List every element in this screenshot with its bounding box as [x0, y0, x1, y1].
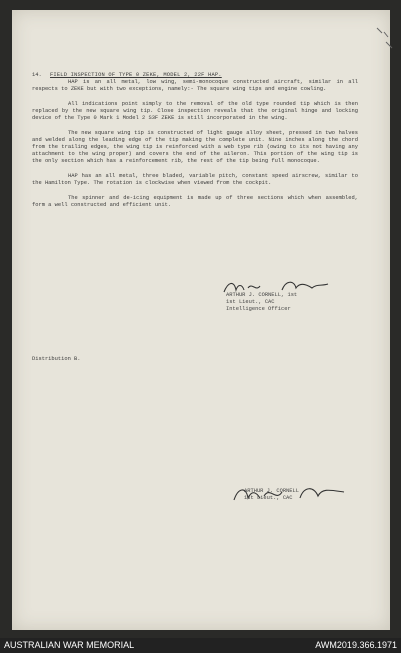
paragraph-1: HAP is an all metal, low wing, semi-monocoque constructed aircraft, similar in all respects to ZEKE but with two exceptions, namely:- The square wing tips and engine cowling.: [32, 79, 358, 92]
footer-bar: [0, 638, 401, 653]
paragraph-2: All indications point simply to the removal of the old type rounded tip which is then replaced by the new square wing tip. Close inspection reveals that the original hinge and locking device of the Type 0 Mark 1 Model 2 S3F ZEKE is still incorporated in the wing.: [32, 101, 358, 121]
signature-name: ARTHUR J. CORNELL, 1st: [226, 292, 298, 298]
second-signature-block: [244, 488, 299, 502]
footer-accession: AWM2019.366.1971: [315, 640, 397, 650]
paragraph-5: The spinner and de-icing equipment is made up of three sections which when assembled, form a well constructed and efficient unit.: [32, 195, 358, 208]
document-body: [32, 72, 358, 217]
footer-institution: AUSTRALIAN WAR MEMORIAL: [4, 640, 135, 650]
pencil-mark-icon: [374, 24, 396, 54]
signature-block: [226, 288, 366, 326]
section-heading: [32, 72, 358, 79]
distribution-note: Distribution B.: [32, 356, 81, 362]
second-signature-name: ARTHUR J. CORNELL: [244, 488, 299, 494]
signature-role: Intelligence Officer: [226, 306, 291, 312]
second-signature-rank: 1st Lieut., CAC: [244, 495, 293, 501]
paragraph-4: HAP has an all metal, three bladed, variable pitch, constant speed airscrew, similar to the Hamilton Type. The rotation is clockwise when viewed from the cockpit.: [32, 173, 358, 186]
section-title: FIELD INSPECTION OF TYPE 0 ZEKE, MODEL 2, 22F HAP.: [50, 72, 222, 78]
signature-rank: 1st Lieut., CAC: [226, 299, 275, 305]
section-number: 14.: [32, 72, 42, 78]
paragraph-3: The new square wing tip is constructed of light gauge alloy sheet, pressed in two halves and welded along the leading edge of the tip making the complete unit. Nine inches along the chord from the trailing edges, the wing tip is reinforced with a web type rib (owing to its not having any attachment to the wing proper) and covers the end of the aileron. This portion of the wing tip is the only section which has a reinforcement rib, the rest of the tip being full monocoque.: [32, 130, 358, 164]
